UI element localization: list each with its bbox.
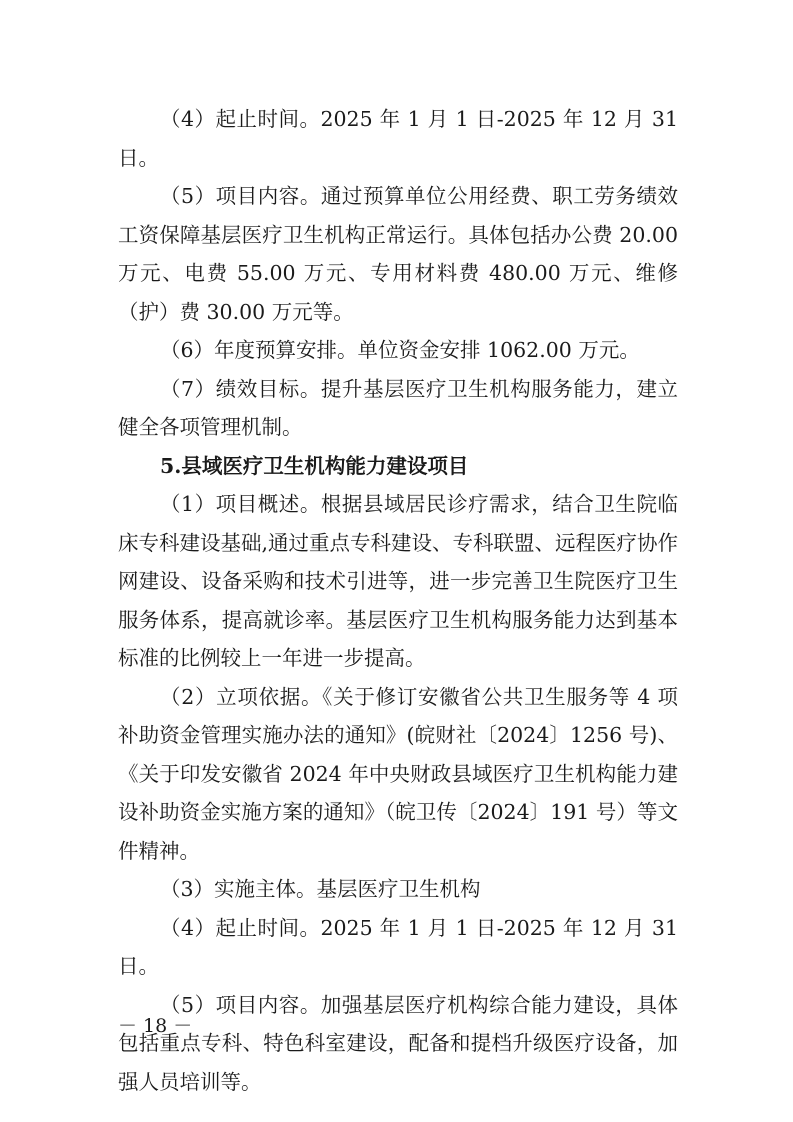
paragraph-project-basis: （2）立项依据。《关于修订安徽省公共卫生服务等 4 项补助资金管理实施办法的通知》(皖财社〔2024〕1256 号)、《关于印发安徽省 2024 年中央财政县域医疗卫生机构能力建设补助资金实施方案的通知》（皖卫传〔2024〕191 号）等文件精神。 — [118, 684, 678, 863]
body-text — [118, 100, 678, 1101]
section-heading: 5.县域医疗卫生机构能力建设项目 — [160, 453, 469, 478]
paragraph-performance-goal: （7）绩效目标。提升基层医疗卫生机构服务能力，建立健全各项管理机制。 — [118, 376, 678, 439]
page-number: － 18 － — [118, 1015, 193, 1037]
paragraph-project-content: （5）项目内容。通过预算单位公用经费、职工劳务绩效工资保障基层医疗卫生机构正常运行。具体包括办公费 20.00 万元、电费 55.00 万元、专用材料费 480.00 万元、维修（护）费 30.00 万元等。 — [118, 184, 678, 324]
paragraph-start-end-time: （4）起止时间。2025 年 1 月 1 日-2025 年 12 月 31 日。 — [118, 107, 678, 170]
paragraph-annual-budget: （6）年度预算安排。单位资金安排 1062.00 万元。 — [160, 338, 640, 362]
paragraph-implementing-body: （3）实施主体。基层医疗卫生机构 — [160, 877, 481, 901]
paragraph-project-overview: （1）项目概述。根据县域居民诊疗需求，结合卫生院临床专科建设基础,通过重点专科建设、专科联盟、远程医疗协作网建设、设备采购和技术引进等，进一步完善卫生院医疗卫生服务体系，提高就诊率。基层医疗卫生机构服务能力达到基本标准的比例较上一年进一步提高。 — [118, 492, 679, 670]
paragraph-project-content-2: （5）项目内容。加强基层医疗机构综合能力建设，具体包括重点专科、特色科室建设，配备和提档升级医疗设备，加强人员培训等。 — [118, 992, 678, 1094]
paragraph-start-end-time-2: （4）起止时间。2025 年 1 月 1 日-2025 年 12 月 31 日。 — [118, 915, 678, 978]
